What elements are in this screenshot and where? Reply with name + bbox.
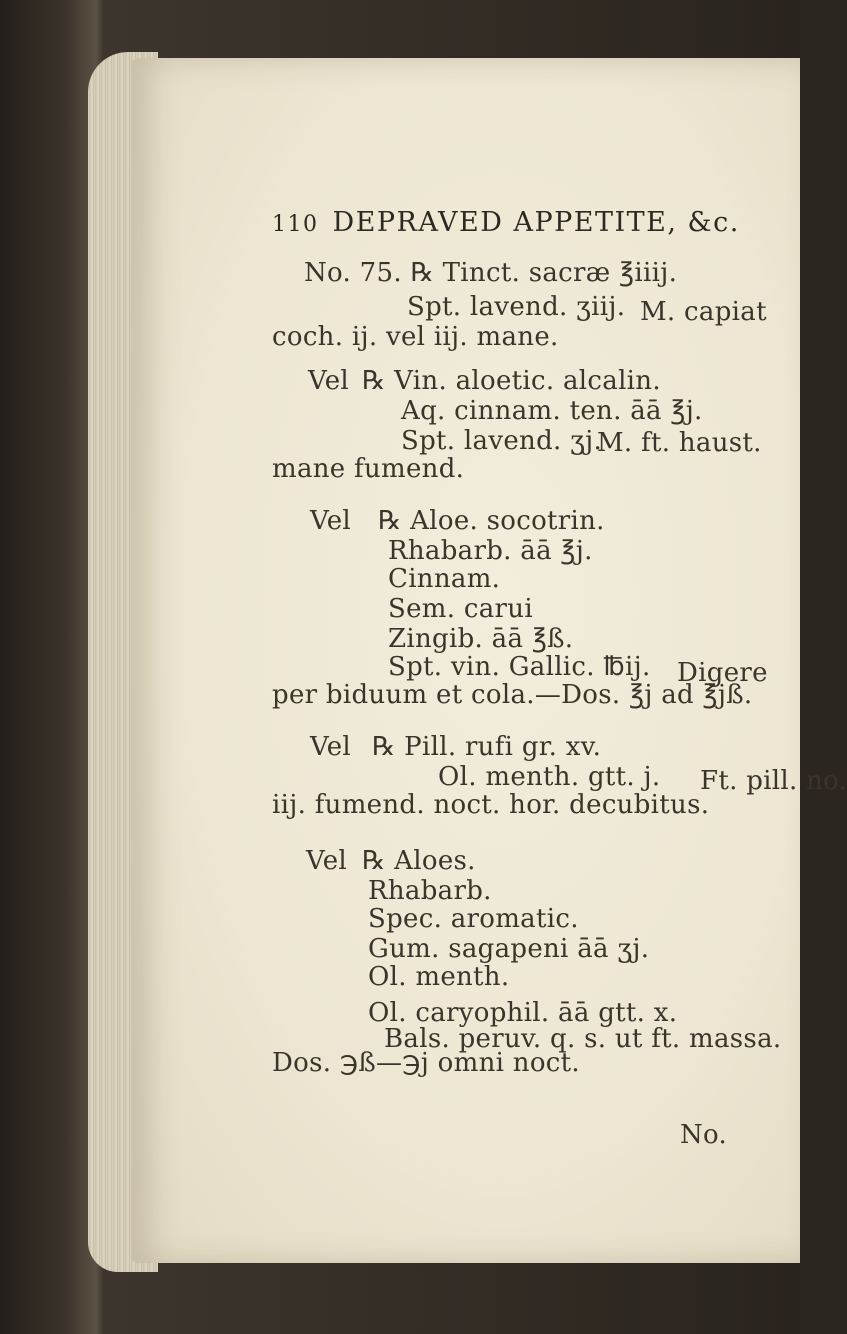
recipe-2-line-1: ℞ Vin. aloetic. alcalin. xyxy=(362,366,661,396)
recipe-3-line-6: Spt. vin. Gallic. ℔ij. xyxy=(388,652,651,682)
recipe-5-line-2: Rhabarb. xyxy=(368,876,492,906)
recipe-3-line-5: Zingib. āā ℥ß. xyxy=(388,624,574,654)
recipe-1-line-3: M. capiat xyxy=(640,297,767,327)
page-text xyxy=(132,58,847,1263)
recipe-5-line-7: Bals. peruv. q. s. ut ft. massa. xyxy=(384,1024,782,1054)
recipe-3-line-7: Digere xyxy=(677,658,768,688)
recipe-3-line-2: Rhabarb. āā ℥j. xyxy=(388,536,593,566)
recipe-5-line-4: Gum. sagapeni āā ʒj. xyxy=(368,934,650,964)
running-title: DEPRAVED APPETITE, &c. xyxy=(332,207,740,238)
recipe-5-line-8: Dos. ℈ß—℈j omni noct. xyxy=(272,1048,580,1078)
page-number: 110 xyxy=(272,212,319,237)
recipe-1-line-1: No. 75. ℞ Tinct. sacræ ℥iiij. xyxy=(304,258,678,288)
recipe-3-line-8: per biduum et cola.—Dos. ℥j ad ℥jß. xyxy=(272,680,753,710)
recipe-5-line-1: ℞ Aloes. xyxy=(362,846,476,876)
recipe-5-line-6: Ol. caryophil. āā gtt. x. xyxy=(368,998,678,1028)
recipe-4-line-3: Ft. pill. no. xyxy=(700,766,847,796)
recipe-2-line-4: M. ft. haust. xyxy=(597,428,762,458)
recipe-3-line-1: ℞ Aloe. socotrin. xyxy=(378,506,605,536)
recipe-2-vel: Vel xyxy=(308,366,349,396)
recipe-5-vel: Vel xyxy=(306,846,347,876)
recipe-3-line-4: Sem. carui xyxy=(388,594,533,624)
recipe-1-line-2: Spt. lavend. ʒiij. xyxy=(407,292,626,322)
recipe-3-line-3: Cinnam. xyxy=(388,564,501,594)
recipe-1-line-4: coch. ij. vel iij. mane. xyxy=(272,322,559,352)
recipe-4-line-1: ℞ Pill. rufi gr. xv. xyxy=(372,732,602,762)
recipe-2-line-5: mane fumend. xyxy=(272,454,465,484)
recipe-4-line-4: iij. fumend. noct. hor. decubitus. xyxy=(272,790,710,820)
recipe-3-vel: Vel xyxy=(310,506,351,536)
recipe-4-line-2: Ol. menth. gtt. j. xyxy=(438,762,661,792)
recipe-5-line-5: Ol. menth. xyxy=(368,962,510,992)
running-header xyxy=(272,208,740,240)
catchword: No. xyxy=(680,1120,728,1150)
recipe-2-line-3: Spt. lavend. ʒj. xyxy=(401,426,603,456)
recipe-4-vel: Vel xyxy=(310,732,351,762)
recipe-2-line-2: Aq. cinnam. ten. āā ℥j. xyxy=(401,396,703,426)
recipe-5-line-3: Spec. aromatic. xyxy=(368,904,579,934)
